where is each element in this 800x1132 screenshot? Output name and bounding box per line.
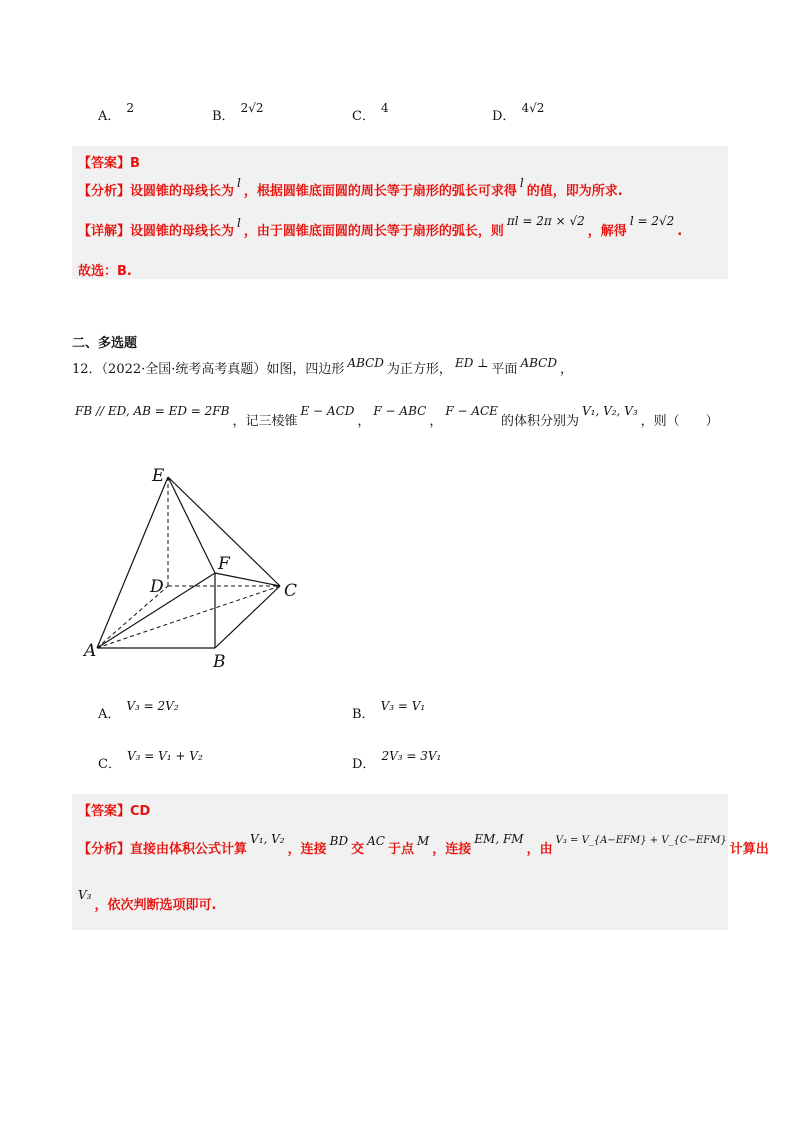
q12-option-a: A．V₃ = 2V₂ xyxy=(98,699,179,722)
q11-option-d-value: 4√2 xyxy=(521,101,545,115)
q12-stem-line-2: FB // ED, AB = ED = 2FB，记三棱锥E − ACD，F − ABC，F − ACE的体积分别为V₁, V₂, V₃，则（ ） xyxy=(75,404,719,429)
pyramid-figure xyxy=(80,455,320,675)
edge-fc xyxy=(215,573,280,586)
edge-ef xyxy=(168,477,215,573)
q12-option-a-value: V₃ = 2V₂ xyxy=(126,699,179,713)
edge-ea xyxy=(97,477,168,648)
q11-detail-line: 【详解】设圆锥的母线长为l，由于圆锥底面圆的周长等于扇形的弧长，则πl = 2π × √2，解得l = 2√2. xyxy=(78,214,683,239)
q11-option-b-value: 2√2 xyxy=(240,101,264,115)
q11-analysis-line: 【分析】设圆锥的母线长为l，根据圆锥底面圆的周长等于扇形的弧长可求得l的值，即为所求. xyxy=(78,176,623,199)
q12-option-c: C．V₃ = V₁ + V₂ xyxy=(98,749,203,772)
label-a: A xyxy=(84,641,97,661)
q12-option-d: D．2V₃ = 3V₁ xyxy=(352,749,442,772)
q12-answer-line: 【答案】CD xyxy=(78,804,151,819)
q11-option-b: B．2√2 xyxy=(212,101,264,124)
q11-option-a: A．2 xyxy=(98,101,135,124)
q11-option-d: D．4√2 xyxy=(492,101,545,124)
q12-answer-box xyxy=(72,794,769,930)
q12-option-b-value: V₃ = V₁ xyxy=(380,699,426,713)
q12-option-c-value: V₃ = V₁ + V₂ xyxy=(126,749,203,763)
q11-answer-line: 【答案】B xyxy=(78,156,140,171)
edge-bc xyxy=(215,586,280,648)
label-f: F xyxy=(218,554,230,574)
edge-ac-hidden xyxy=(97,586,280,648)
q11-conclusion-line: 故选：B. xyxy=(78,264,132,279)
label-e: E xyxy=(152,466,165,486)
label-c: C xyxy=(284,581,298,601)
q12-stem-line-1: 12．（2022·全国·统考高考真题）如图，四边形 ABCD 为正方形， ED ⊥ 平面 ABCD ， xyxy=(72,356,573,377)
q12-analysis-line-2: V₃，依次判断选项即可. xyxy=(78,888,217,913)
q11-option-c-value: 4 xyxy=(380,101,389,115)
q11-option-c: C．4 xyxy=(352,101,389,124)
label-d: D xyxy=(150,577,164,597)
q11-answer-box xyxy=(72,146,728,279)
q11-option-a-value: 2 xyxy=(126,101,135,115)
q12-option-d-value: 2V₃ = 3V₁ xyxy=(381,749,442,763)
label-b: B xyxy=(213,652,226,672)
q12-analysis-line: 【分析】直接由体积公式计算V₁, V₂，连接BD交AC于点M，连接EM, FM，由$^{V_3 = V\_\{A-EFM\} + V\_\{C-EFM\}}$计算出 xyxy=(78,832,769,857)
q12-option-b: B．V₃ = V₁ xyxy=(352,699,426,722)
section-title: 二、多选题 xyxy=(72,336,138,351)
